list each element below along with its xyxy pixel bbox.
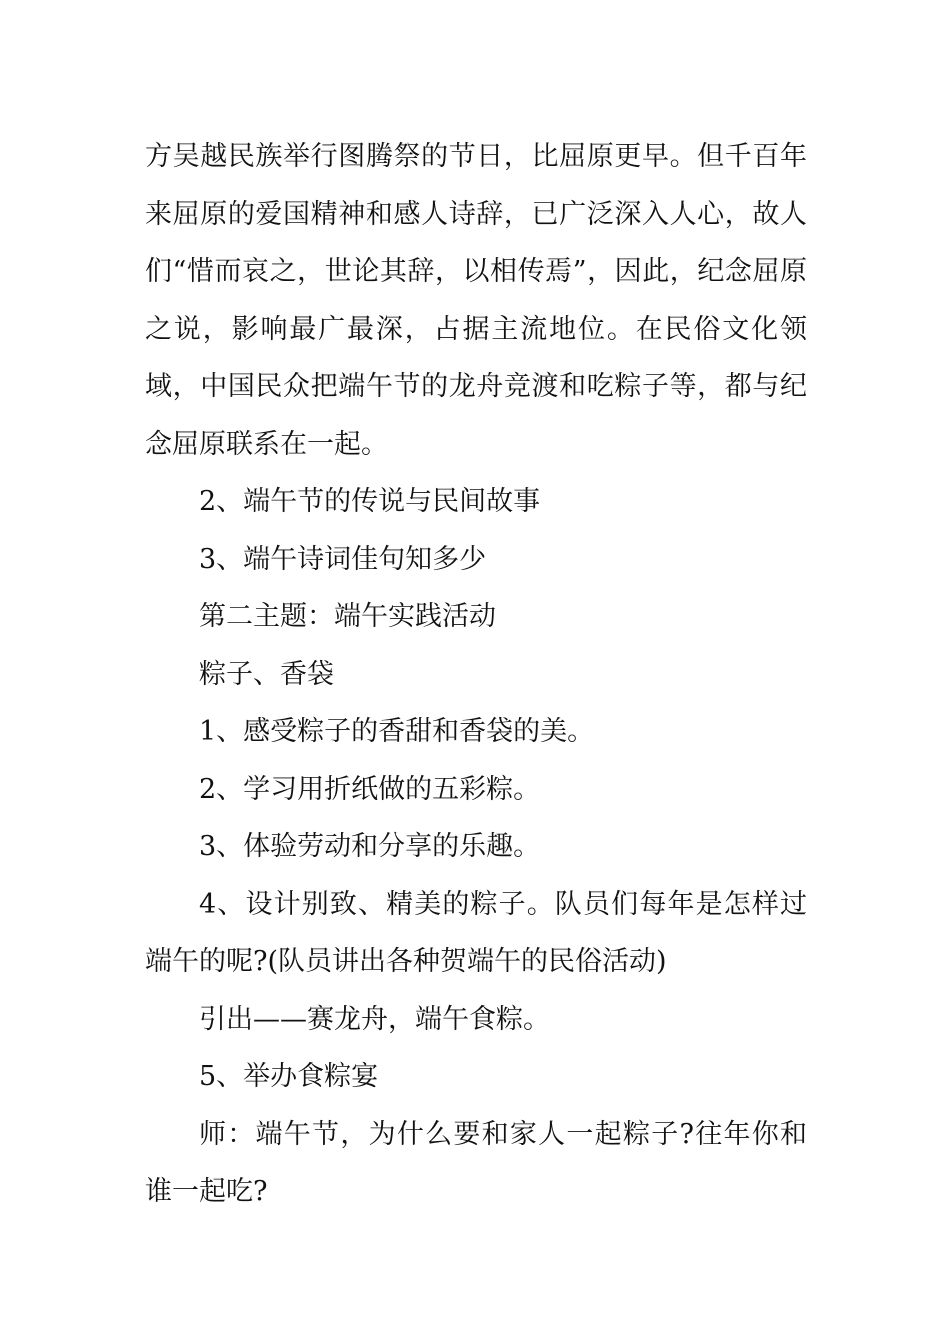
paragraph-continued: 方吴越民族举行图腾祭的节日，比屈原更早。但千百年来屈原的爱国精神和感人诗辞，已广泛深入人心，故人们“惜而哀之，世论其辞，以相传焉”，因此，纪念屈原之说，影响最广最深，占据主流地位。在民俗文化领域，中国民众把端午节的龙舟竞渡和吃粽子等，都与纪念屈原联系在一起。: [145, 141, 807, 460]
list-item-origami: 2、学习用折纸做的五彩粽。: [199, 773, 541, 805]
section-heading-practice: 第二主题：端午实践活动: [199, 601, 496, 632]
list-item-banquet: 5、举办食粽宴: [199, 1061, 379, 1092]
list-item-design: 4、设计别致、精美的粽子。队员们每年是怎样过端午的呢?(队员讲出各种贺端午的民俗活动): [145, 888, 807, 977]
document-body: [145, 128, 807, 1221]
list-item-legends: 2、端午节的传说与民间故事: [199, 486, 541, 517]
list-item-feel: 1、感受粽子的香甜和香袋的美。: [199, 716, 595, 747]
paragraph-lead-out: 引出——赛龙舟，端午食粽。: [199, 1003, 550, 1035]
subheading-zongzi-sachet: 粽子、香袋: [199, 658, 334, 690]
list-item-poems: 3、端午诗词佳句知多少: [199, 543, 487, 575]
paragraph-teacher-question: 师：端午节，为什么要和家人一起粽子?往年你和谁一起吃?: [145, 1118, 807, 1207]
list-item-labor: 3、体验劳动和分享的乐趣。: [199, 831, 541, 862]
